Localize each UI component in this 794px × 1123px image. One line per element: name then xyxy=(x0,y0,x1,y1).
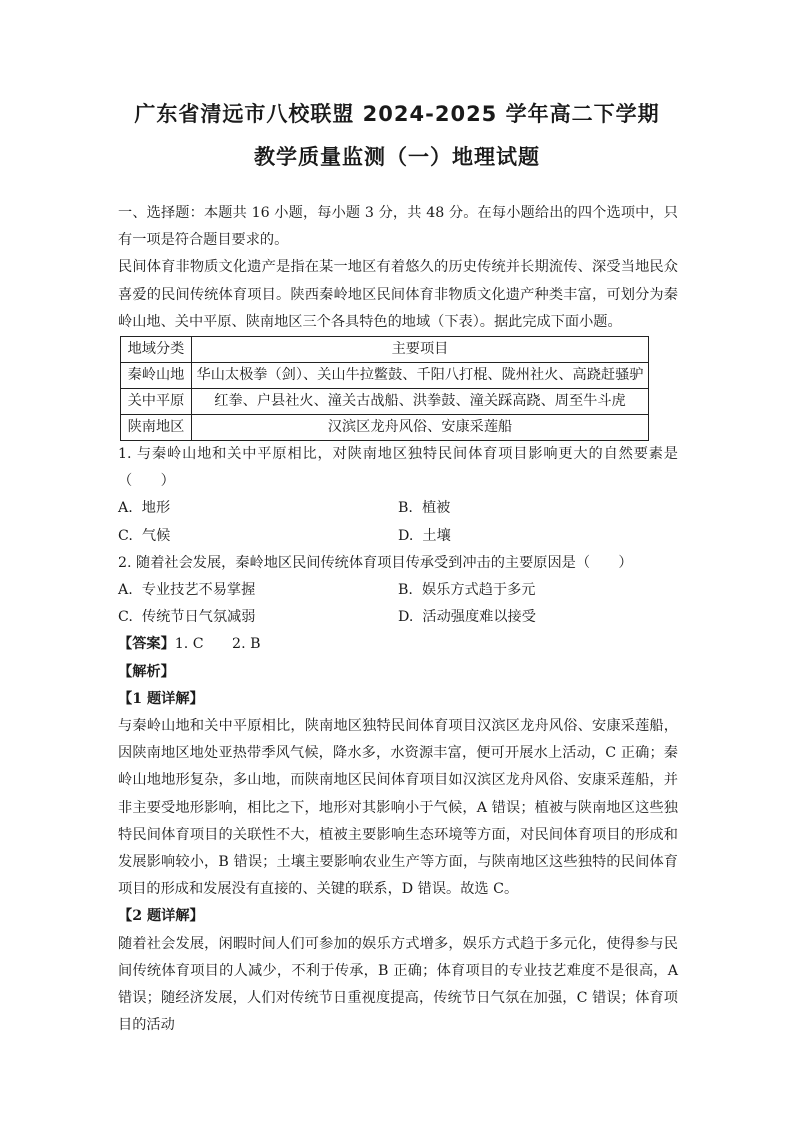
option-d: D. 活动强度难以接受 xyxy=(398,609,536,626)
table-row xyxy=(121,415,649,441)
answer-label: 【答案】 xyxy=(118,636,175,653)
option-c: C. 传统节日气氛减弱 xyxy=(118,609,256,626)
q1-detail-label: 【1 题详解】 xyxy=(118,690,204,707)
table-cell-items: 红拳、户县社火、潼关古战船、洪拳鼓、潼关踩高跷、周至牛斗虎 xyxy=(192,389,649,415)
q2-detail-label: 【2 题详解】 xyxy=(118,908,204,925)
analysis-label: 【解析】 xyxy=(118,663,175,680)
q2-detail-text: 随着社会发展，闲暇时间人们可参加的娱乐方式增多，娱乐方式趋于多元化，使得参与民间传统体育项目的人减少，不利于传承，B 正确；体育项目的专业技艺难度不是很高，A 错误；随经济发展，人们对传统节日重视度提高，传统节日气氛在加强，C 错误；体育项目的活动 xyxy=(118,935,678,1034)
table-header-cell: 主要项目 xyxy=(192,337,649,363)
region-table xyxy=(120,336,649,441)
document-body xyxy=(118,200,678,1039)
document-title-line1: 广东省清远市八校联盟 2024-2025 学年高二下学期 xyxy=(134,102,660,126)
option-a: A. 专业技艺不易掌握 xyxy=(118,582,256,599)
table-cell-items: 汉滨区龙舟风俗、安康采莲船 xyxy=(192,415,649,441)
option-a: A. 地形 xyxy=(118,500,171,517)
table-header-row xyxy=(121,337,649,363)
answer-text: 1. C 2. B xyxy=(174,636,261,653)
table-row xyxy=(121,363,649,389)
question-2-stem: 2. 随着社会发展，秦岭地区民间传统体育项目传承受到冲击的主要原因是（ ） xyxy=(118,554,633,571)
table-cell-region: 陕南地区 xyxy=(121,415,192,441)
option-b: B. 娱乐方式趋于多元 xyxy=(398,582,536,599)
section-instructions: 一、选择题：本题共 16 小题，每小题 3 分，共 48 分。在每小题给出的四个选项中，只有一项是符合题目要求的。 xyxy=(118,205,678,249)
table-header-cell: 地域分类 xyxy=(121,337,192,363)
option-d: D. 土壤 xyxy=(398,527,451,544)
table-cell-region: 关中平原 xyxy=(121,389,192,415)
question-2-options-row-2 xyxy=(118,604,678,631)
question-1-options-row-2 xyxy=(118,523,678,550)
table-row xyxy=(121,389,649,415)
question-1-options-row-1 xyxy=(118,495,678,522)
option-b: B. 植被 xyxy=(398,500,451,517)
q1-detail-text: 与秦岭山地和关中平原相比，陕南地区独特民间体育项目汉滨区龙舟风俗、安康采莲船，因陕南地区地处亚热带季风气候，降水多，水资源丰富，便可开展水上活动，C 正确；秦岭山地地形复杂，多山地，而陕南地区民间体育项目如汉滨区龙舟风俗、安康采莲船，并非主要受地形影响，相比之下，地形对其影响小于气候，A 错误；植被与陕南地区这些独特民间体育项目的关联性不大，植被主要影响生态环境等方面，对民间体育项目的形成和发展影响较小，B 错误；土壤主要影响农业生产等方面，与陕南地区这些独特的民间体育项目的形成和发展没有直接的、关键的联系，D 错误。故选 C。 xyxy=(118,718,678,898)
table-cell-items: 华山太极拳（剑）、关山牛拉鳖鼓、千阳八打棍、陇州社火、高跷赶骚驴 xyxy=(192,363,649,389)
answer-line xyxy=(118,631,678,658)
question-1-stem: 1. 与秦岭山地和关中平原相比，对陕南地区独特民间体育项目影响更大的自然要素是（ ） xyxy=(118,446,678,490)
reading-passage: 民间体育非物质文化遗产是指在某一地区有着悠久的历史传统并长期流传、深受当地民众喜爱的民间传统体育项目。陕西秦岭地区民间体育非物质文化遗产种类丰富，可划分为秦岭山地、关中平原、陕南地区三个各具特色的地域（下表）。据此完成下面小题。 xyxy=(118,259,678,330)
table-cell-region: 秦岭山地 xyxy=(121,363,192,389)
question-2-options-row-1 xyxy=(118,577,678,604)
option-c: C. 气候 xyxy=(118,527,171,544)
document-title-line2: 教学质量监测（一）地理试题 xyxy=(254,145,540,169)
